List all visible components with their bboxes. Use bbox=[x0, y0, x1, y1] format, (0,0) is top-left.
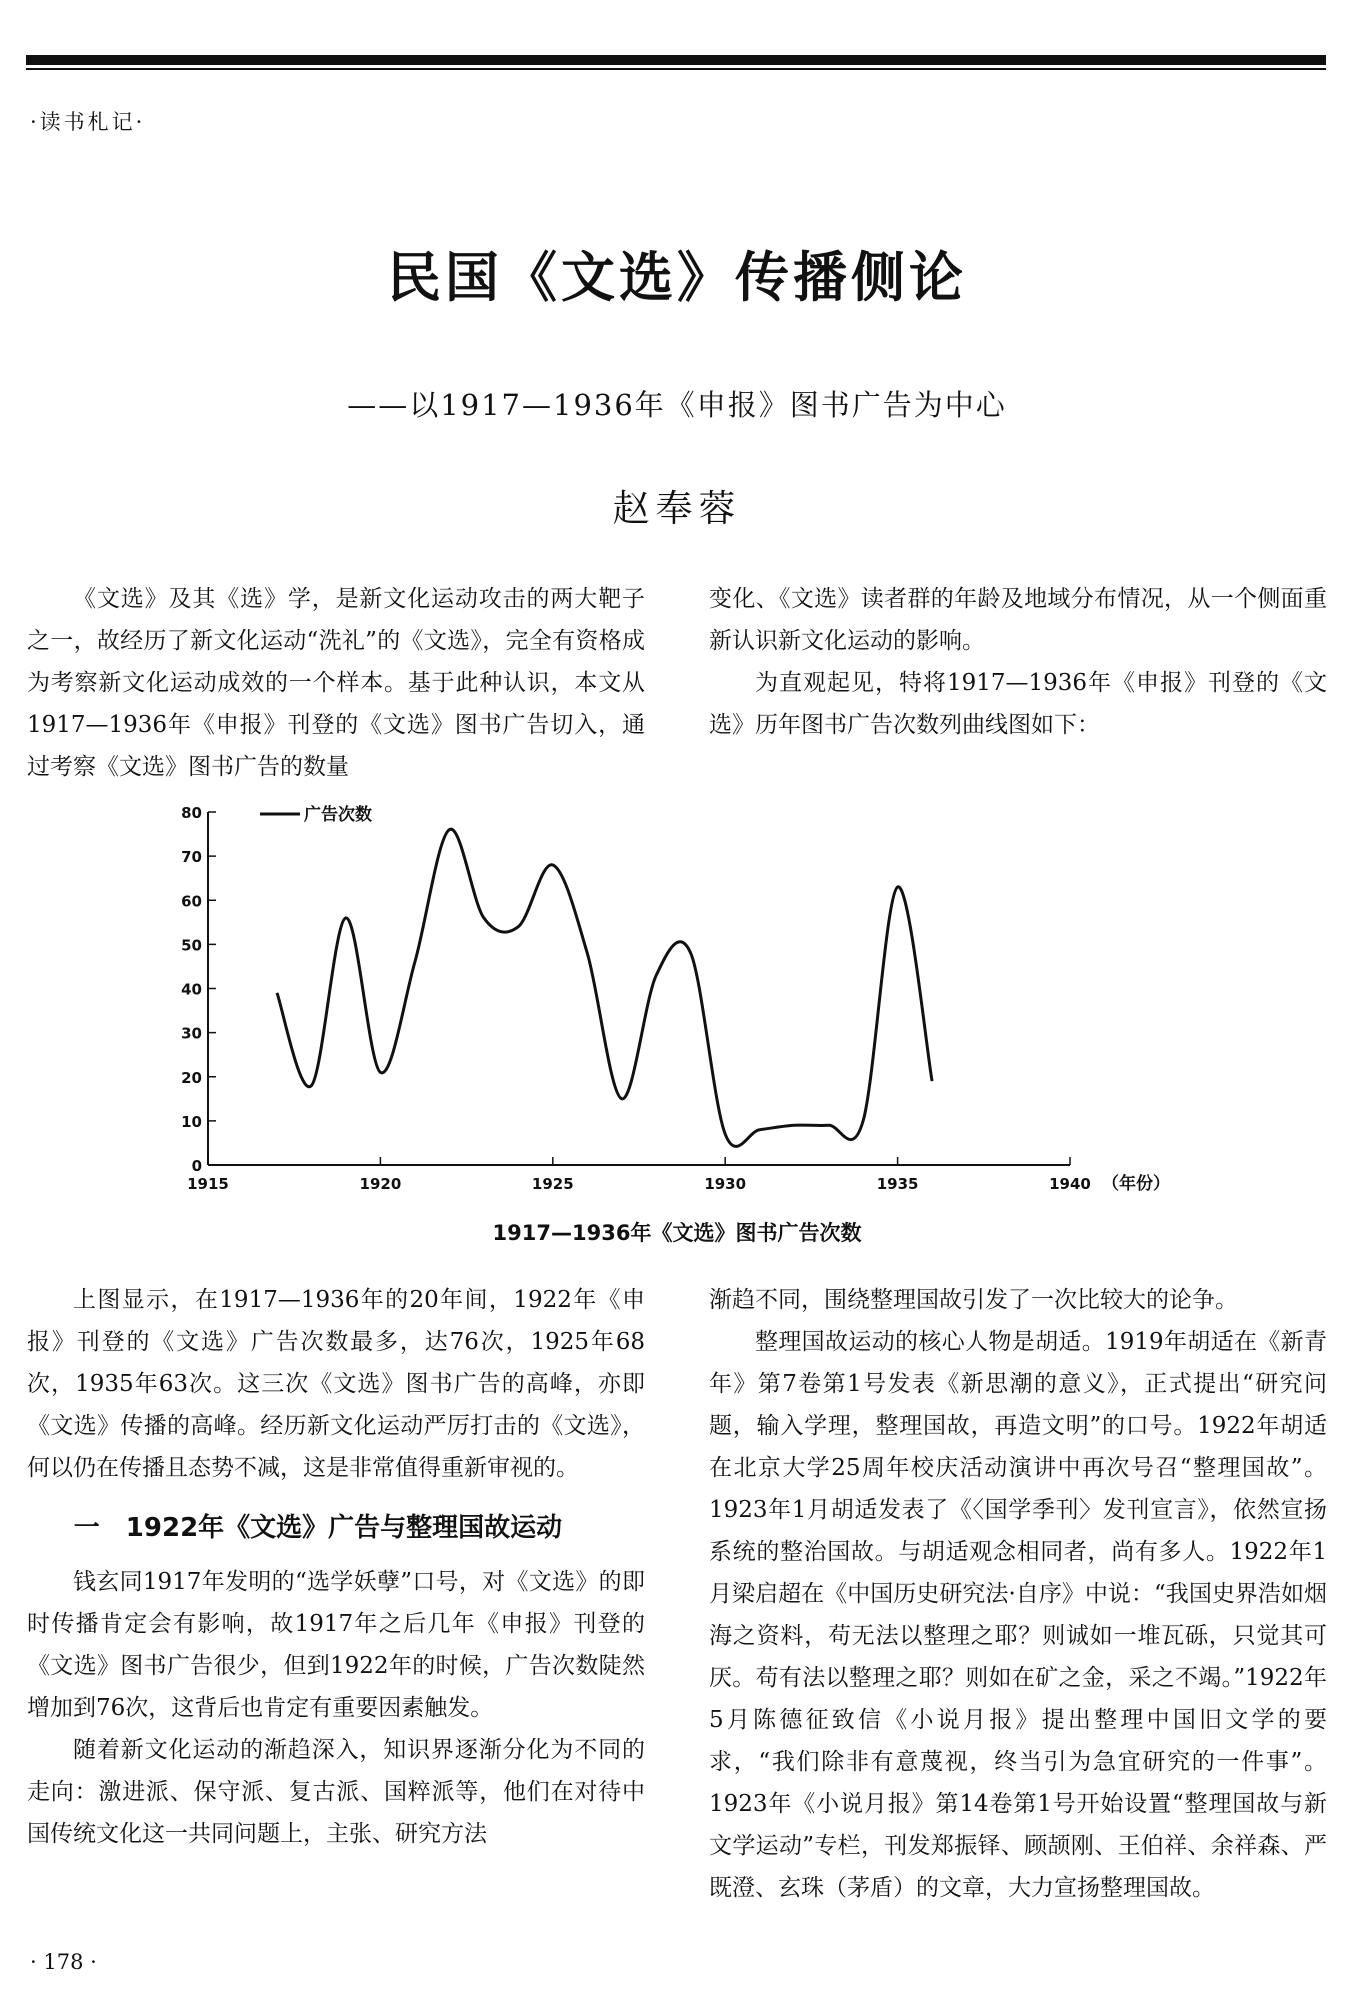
intro-paragraph-1: 《文选》及其《选》学，是新文化运动攻击的两大靶子之一，故经历了新文化运动“洗礼”的《文选》，完全有资格成为考察新文化运动成效的一个样本。基于此种认识，本文从1917—1936年《申报》刊登的《文选》图书广告切入，通过考察《文选》图书广告的数量 bbox=[27, 586, 645, 780]
article-subtitle: ——以1917—1936年《申报》图书广告为中心 bbox=[347, 388, 1007, 422]
body-column-left bbox=[27, 1279, 645, 1855]
x-tick-label: 1940 bbox=[1049, 1175, 1091, 1193]
section-1-paragraph-1: 钱玄同1917年发明的“选学妖孽”口号，对《文选》的即时传播肯定会有影响，故1917年之后几年《申报》刊登的《文选》图书广告很少，但到1922年的时候，广告次数陡然增加到76次，这背后也肯定有重要因素触发。 bbox=[27, 1569, 645, 1721]
section-1-paragraph-2: 随着新文化运动的渐趋深入，知识界逐渐分化为不同的走向：激进派、保守派、复古派、国粹派等，他们在对待中国传统文化这一共同问题上，主张、研究方法 bbox=[27, 1737, 645, 1847]
intro-paragraph-1-continued: 变化、《文选》读者群的年龄及地域分布情况，从一个侧面重新认识新文化运动的影响。 bbox=[709, 586, 1327, 654]
intro-column-right bbox=[709, 578, 1327, 746]
x-tick-label: 1920 bbox=[359, 1175, 402, 1193]
header-rule-thin bbox=[26, 68, 1326, 70]
y-tick-label: 10 bbox=[181, 1112, 202, 1131]
section-1-paragraph-3: 整理国故运动的核心人物是胡适。1919年胡适在《新青年》第7卷第1号发表《新思潮的意义》，正式提出“研究问题，输入学理，整理国故，再造文明”的口号。1922年胡适在北京大学25周年校庆活动演讲中再次号召“整理国故”。1923年1月胡适发表了《〈国学季刊〉发刊宣言》，依然宣扬系统的整治国故。与胡适观念相同者，尚有多人。1922年1月梁启超在《中国历史研究法·自序》中说：“我国史界浩如烟海之资料，苟无法以整理之耶？则诚如一堆瓦砾，只觉其可厌。苟有法以整理之耶？则如在矿之金，采之不竭。”1922年5月陈德征致信《小说月报》提出整理中国旧文学的要求，“我们除非有意蔑视，终当引为急宜研究的一件事”。1923年《小说月报》第14卷第1号开始设置“整理国故与新文学运动”专栏，刊发郑振铎、顾颉刚、王伯祥、余祥森、严既澄、玄珠（茅盾）的文章，大力宣扬整理国故。 bbox=[709, 1329, 1327, 1901]
article-title: 民国《文选》传播侧论 bbox=[387, 245, 967, 309]
section-1-heading: 一 1922年《文选》广告与整理国故运动 bbox=[73, 1513, 563, 1543]
after-chart-paragraph: 上图显示，在1917—1936年的20年间，1922年《申报》刊登的《文选》广告次数最多，达76次，1925年68次，1935年63次。这三次《文选》图书广告的高峰，亦即《文选》传播的高峰。经历新文化运动严厉打击的《文选》，何以仍在传播且态势不减，这是非常值得重新审视的。 bbox=[27, 1287, 645, 1481]
body-column-right bbox=[709, 1279, 1327, 1909]
chart-caption: 1917—1936年《文选》图书广告次数 bbox=[492, 1221, 862, 1245]
ad-count-chart-svg bbox=[150, 790, 1200, 1210]
x-axis-label: （年份） bbox=[1102, 1174, 1170, 1194]
y-tick-label: 50 bbox=[181, 936, 202, 955]
y-tick-label: 80 bbox=[181, 804, 202, 822]
y-tick-label: 40 bbox=[181, 980, 202, 999]
series-line-ad-count bbox=[277, 829, 932, 1146]
intro-paragraph-2: 为直观起见，特将1917—1936年《申报》刊登的《文选》历年图书广告次数列曲线图如下： bbox=[709, 670, 1327, 738]
ad-count-chart bbox=[150, 790, 1200, 1210]
x-tick-label: 1925 bbox=[531, 1175, 574, 1193]
x-tick-label: 1915 bbox=[187, 1175, 229, 1193]
header-rule-thick bbox=[26, 55, 1326, 65]
intro-column-left bbox=[27, 578, 645, 788]
y-tick-label: 70 bbox=[181, 848, 202, 867]
y-tick-label: 0 bbox=[191, 1157, 202, 1175]
column-tag: ·读书札记· bbox=[30, 110, 146, 134]
section-1-paragraph-2-continued: 渐趋不同，围绕整理国故引发了一次比较大的论争。 bbox=[709, 1287, 1238, 1313]
legend-label: 广告次数 bbox=[304, 805, 372, 825]
x-tick-label: 1935 bbox=[876, 1175, 919, 1193]
page-number: · 178 · bbox=[30, 1950, 97, 1974]
y-tick-label: 60 bbox=[181, 892, 202, 911]
x-tick-label: 1930 bbox=[704, 1175, 747, 1193]
y-tick-label: 30 bbox=[181, 1024, 202, 1043]
y-tick-label: 20 bbox=[181, 1068, 202, 1087]
article-author: 赵奉蓉 bbox=[612, 487, 742, 530]
